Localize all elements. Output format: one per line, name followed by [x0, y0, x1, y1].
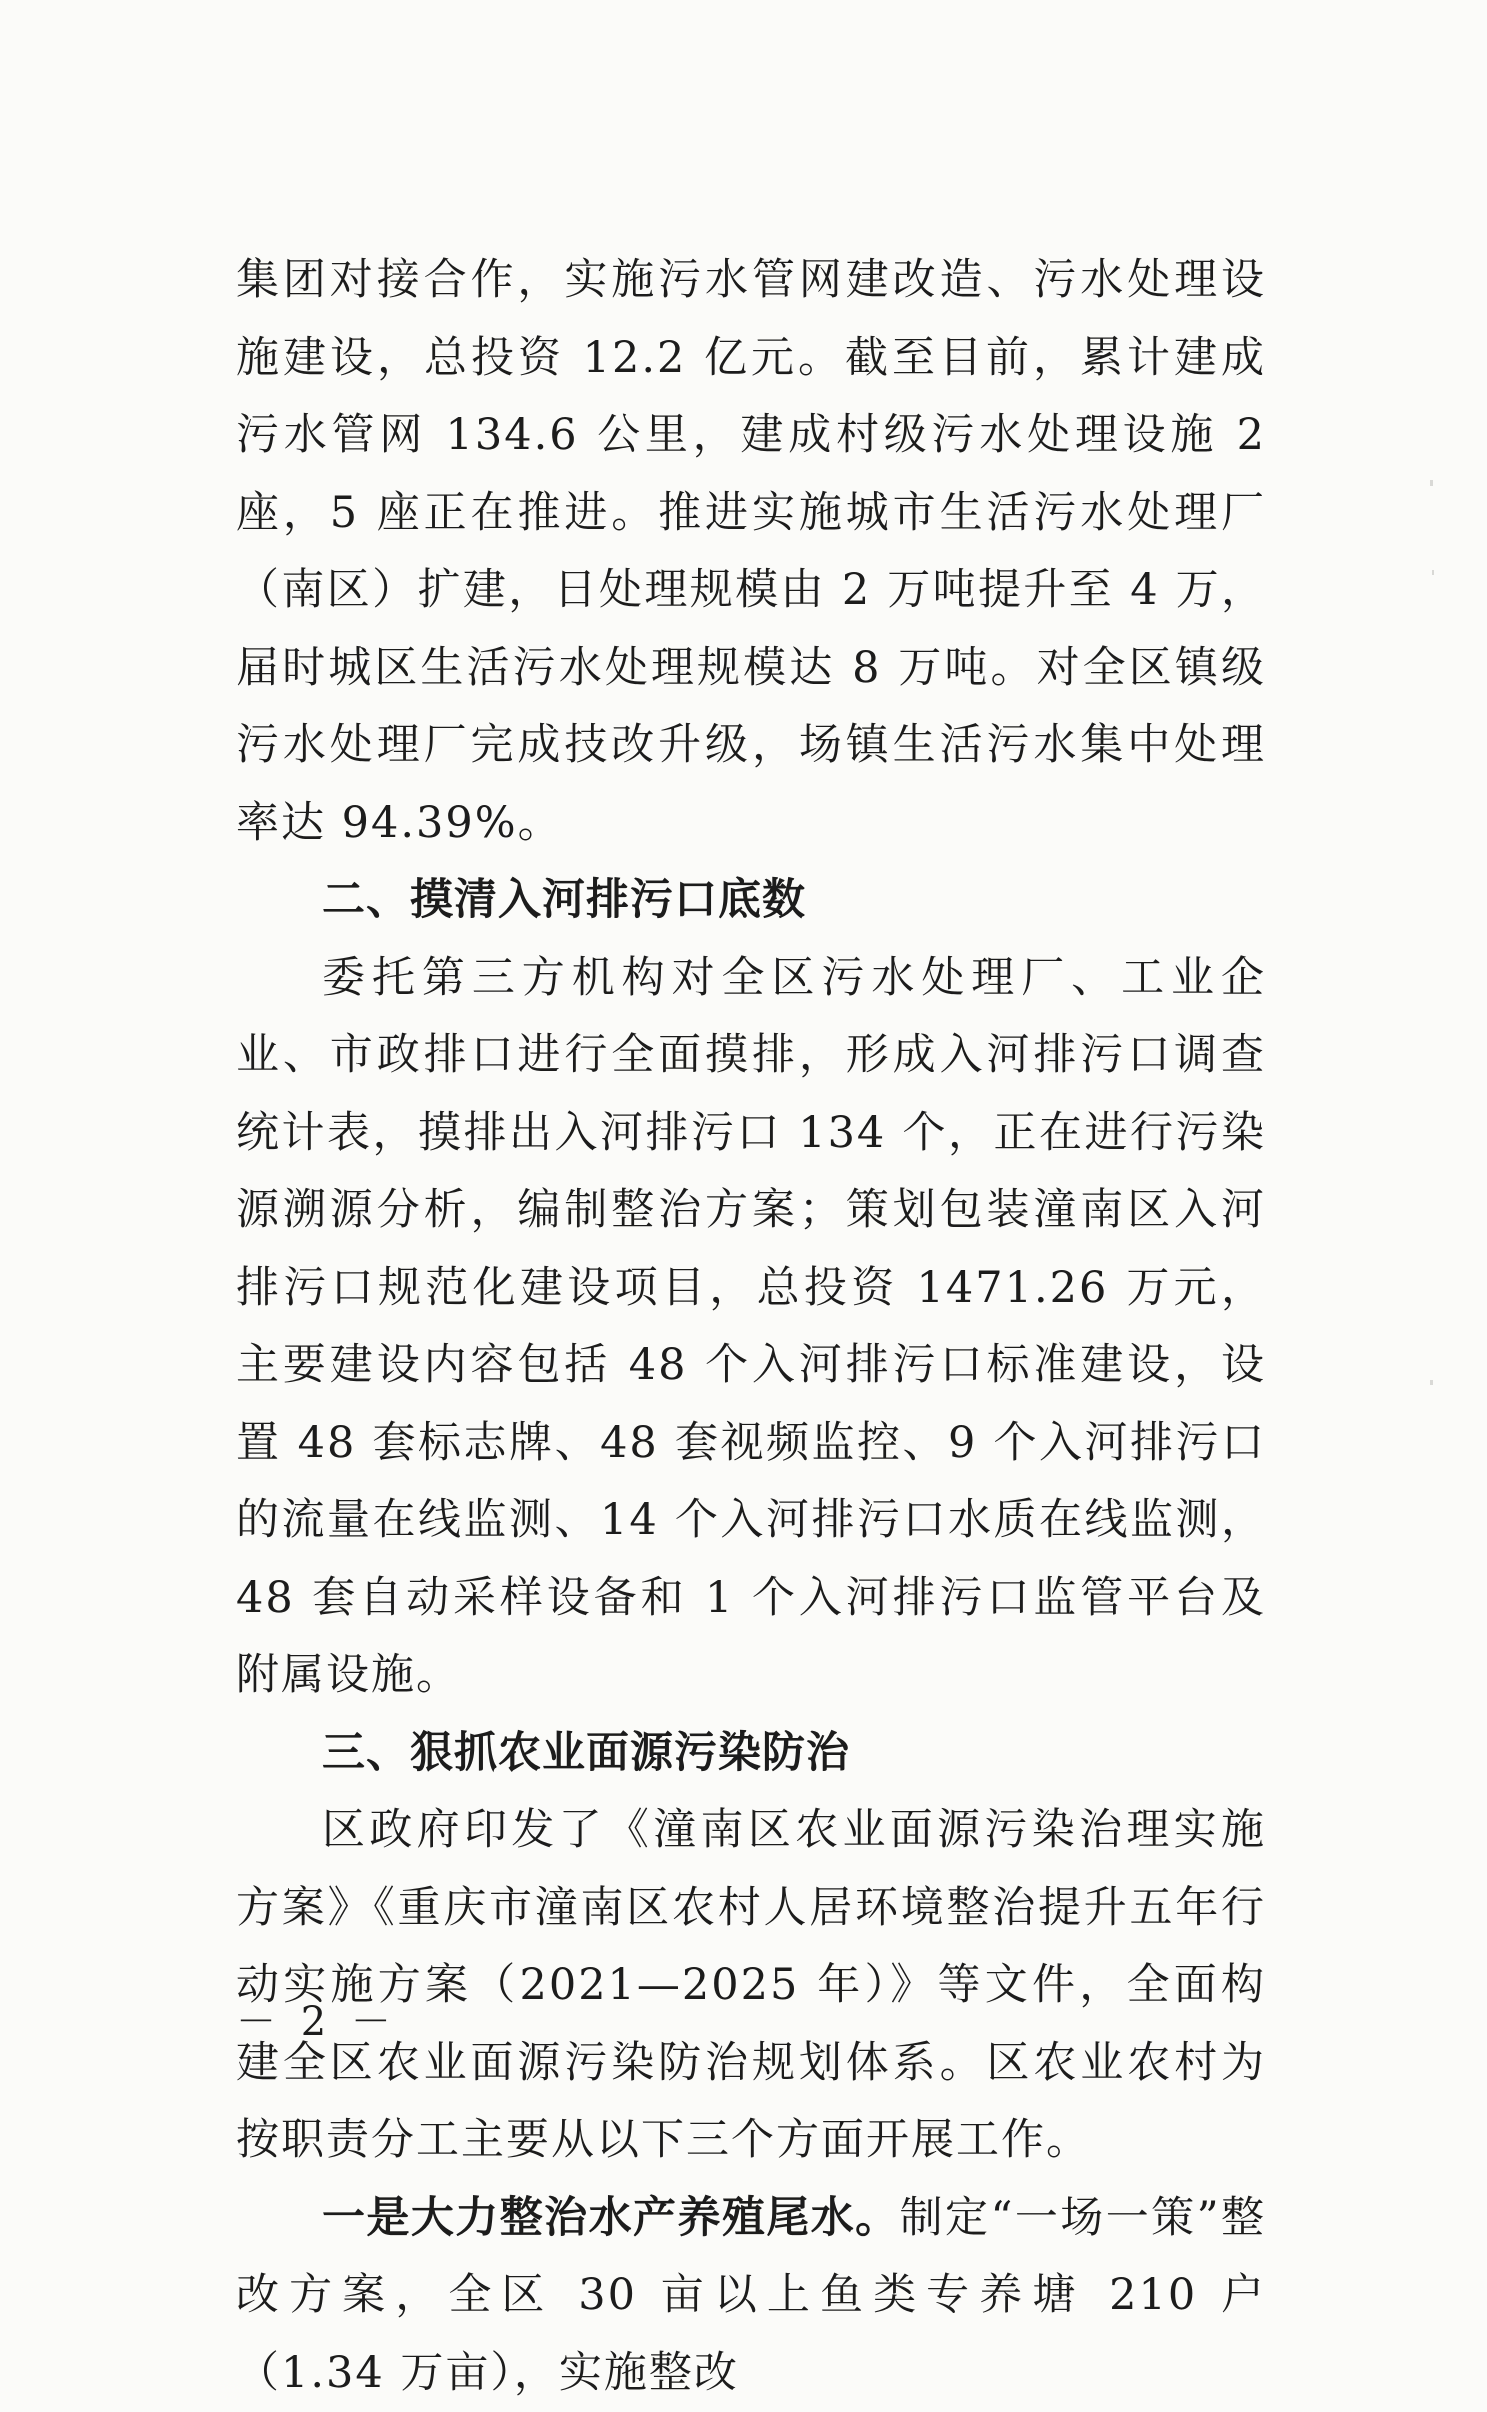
page-number: － 2 － [236, 1990, 397, 2047]
document-body [236, 242, 1266, 2412]
section-heading: 三、狠抓农业面源污染防治 [236, 1715, 1266, 1793]
section-heading: 二、摸清入河排污口底数 [236, 862, 1266, 940]
body-paragraph [236, 2180, 1266, 2412]
body-paragraph: 委托第三方机构对全区污水处理厂、工业企业、市政排口进行全面摸排，形成入河排污口调查统计表，摸排出入河排污口 134 个，正在进行污染源溯源分析，编制整治方案；策划包装潼南区入河排污口规范化建设项目，总投资 1471.26 万元，主要建设内容包括 48 个入河排污口标准建设，设置 48 套标志牌、48 套视频监控、9 个入河排污口的流量在线监测、14 个入河排污口水质在线监测，48 套自动采样设备和 1 个入河排污口监管平台及附属设施。 [236, 940, 1266, 1715]
paragraph-text: 制定“一场一策”整改方案，全区 30 亩以上鱼类专养塘 210 户（1.34 万亩），实施整改 [236, 2193, 1266, 2398]
paragraph-lead: 一是大力整治水产养殖尾水。 [322, 2193, 900, 2243]
scan-artifact [1430, 480, 1433, 486]
scan-artifact [1430, 1380, 1433, 1385]
scan-artifact [1432, 570, 1434, 575]
body-paragraph: 区政府印发了《潼南区农业面源污染治理实施方案》《重庆市潼南区农村人居环境整治提升五年行动实施方案（2021—2025 年）》等文件，全面构建全区农业面源污染防治规划体系。区农业农村为按职责分工主要从以下三个方面开展工作。 [236, 1792, 1266, 2180]
body-paragraph: 集团对接合作，实施污水管网建改造、污水处理设施建设，总投资 12.2 亿元。截至目前，累计建成污水管网 134.6 公里，建成村级污水处理设施 2 座，5 座正在推进。推进实施城市生活污水处理厂（南区）扩建，日处理规模由 2 万吨提升至 4 万，届时城区生活污水处理规模达 8 万吨。对全区镇级污水处理厂完成技改升级，场镇生活污水集中处理率达 94.39%。 [236, 242, 1266, 862]
